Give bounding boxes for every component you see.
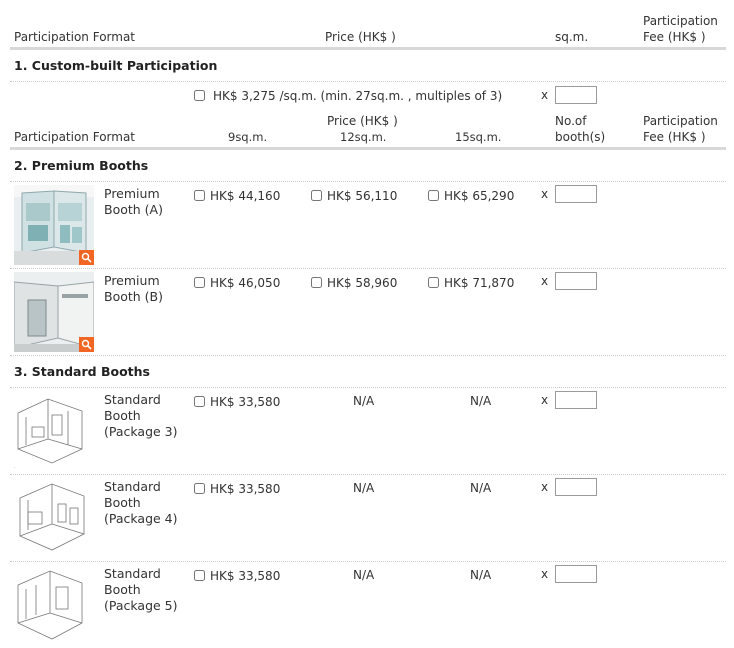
standard-4-12sqm-na: N/A [353, 481, 375, 495]
header-divider-2 [10, 147, 726, 150]
booth-sketch-icon [12, 391, 92, 471]
col-header-price: Price (HK$ ) [327, 114, 398, 128]
col-header-booths-line1: No.of [555, 114, 587, 128]
premium-a-qty-input[interactable] [555, 185, 597, 203]
standard-4-15sqm-na: N/A [470, 481, 492, 495]
standard-package-5-name-line1: Standard [104, 566, 161, 581]
standard-package-3-name-line1: Standard [104, 392, 161, 407]
premium-b-9sqm-checkbox[interactable] [194, 277, 205, 288]
standard-package-5-name-line2: Booth [104, 582, 141, 597]
col-header-fee-line1: Participation [643, 114, 718, 128]
col-header-size-12: 12sq.m. [340, 130, 387, 144]
standard-4-9sqm-checkbox[interactable] [194, 483, 205, 494]
col-header-price: Price (HK$ ) [325, 30, 396, 44]
standard-package-4-image[interactable] [12, 478, 92, 558]
premium-b-12sqm-checkbox[interactable] [311, 277, 322, 288]
premium-a-9sqm-checkbox[interactable] [194, 190, 205, 201]
divider [10, 474, 726, 475]
svg-text:·: · [14, 465, 16, 470]
premium-booth-b-name-line1: Premium [104, 273, 160, 288]
premium-a-15sqm-checkbox[interactable] [428, 190, 439, 201]
standard-4-qty-input[interactable] [555, 478, 597, 496]
magnifier-icon [81, 339, 92, 350]
premium-a-12sqm-price: HK$ 56,110 [327, 189, 398, 203]
standard-package-4-name-line3: (Package 4) [104, 511, 178, 526]
standard-5-9sqm-price: HK$ 33,580 [210, 569, 281, 583]
section-title-standard: 3. Standard Booths [14, 364, 150, 379]
premium-b-15sqm-price: HK$ 71,870 [444, 276, 515, 290]
standard-3-qty-input[interactable] [555, 391, 597, 409]
booth-sketch-icon [12, 478, 92, 558]
standard-3-15sqm-na: N/A [470, 394, 492, 408]
standard-5-qty-input[interactable] [555, 565, 597, 583]
premium-b-9sqm-price: HK$ 46,050 [210, 276, 281, 290]
col-header-fee-line2: Fee (HK$ ) [643, 130, 706, 144]
standard-package-5-name-line3: (Package 5) [104, 598, 178, 613]
premium-booth-a-name-line2: Booth (A) [104, 202, 163, 217]
standard-package-5-image[interactable] [12, 565, 92, 645]
standard-4-9sqm-price: HK$ 33,580 [210, 482, 281, 496]
booth-sketch-icon [12, 565, 92, 645]
divider [10, 268, 726, 269]
multiply-sign: x [541, 187, 549, 201]
multiply-sign: x [541, 567, 549, 581]
col-header-format: Participation Format [14, 130, 136, 144]
premium-booth-b-image[interactable] [14, 272, 94, 352]
multiply-sign: x [541, 393, 549, 407]
premium-booth-a-name-line1: Premium [104, 186, 160, 201]
header-divider-1 [10, 47, 726, 50]
col-header-format: Participation Format [14, 30, 136, 44]
zoom-badge[interactable] [79, 337, 94, 352]
custom-sqm-input[interactable] [555, 86, 597, 104]
standard-package-4-name-line1: Standard [104, 479, 161, 494]
premium-a-9sqm-price: HK$ 44,160 [210, 189, 281, 203]
col-header-sqm: sq.m. [555, 30, 589, 44]
custom-price-text: HK$ 3,275 /sq.m. (min. 27sq.m. , multiples of 3) [213, 89, 503, 103]
standard-package-3-image[interactable] [12, 391, 92, 471]
divider [10, 355, 726, 356]
section-title-premium: 2. Premium Booths [14, 158, 149, 173]
divider [10, 561, 726, 562]
premium-booth-a-image[interactable] [14, 185, 94, 265]
premium-b-qty-input[interactable] [555, 272, 597, 290]
premium-a-15sqm-price: HK$ 65,290 [444, 189, 515, 203]
standard-package-3-name-line2: Booth [104, 408, 141, 423]
custom-price-checkbox[interactable] [194, 90, 205, 101]
divider [10, 387, 726, 388]
divider [10, 81, 726, 82]
premium-b-12sqm-price: HK$ 58,960 [327, 276, 398, 290]
multiply-sign: x [541, 274, 549, 288]
standard-3-12sqm-na: N/A [353, 394, 375, 408]
zoom-badge[interactable] [79, 250, 94, 265]
multiply-sign: x [541, 88, 549, 102]
col-header-size-15: 15sq.m. [455, 130, 502, 144]
standard-3-9sqm-price: HK$ 33,580 [210, 395, 281, 409]
divider [10, 181, 726, 182]
multiply-sign: x [541, 480, 549, 494]
standard-5-15sqm-na: N/A [470, 568, 492, 582]
magnifier-icon [81, 252, 92, 263]
premium-a-12sqm-checkbox[interactable] [311, 190, 322, 201]
standard-3-9sqm-checkbox[interactable] [194, 396, 205, 407]
standard-5-9sqm-checkbox[interactable] [194, 570, 205, 581]
col-header-size-9: 9sq.m. [228, 130, 268, 144]
col-header-booths-line2: booth(s) [555, 130, 606, 144]
col-header-fee-line2: Fee (HK$ ) [643, 30, 706, 44]
section-title-custom: 1. Custom-built Participation [14, 58, 218, 73]
standard-package-4-name-line2: Booth [104, 495, 141, 510]
col-header-fee-line1: Participation [643, 14, 718, 28]
premium-b-15sqm-checkbox[interactable] [428, 277, 439, 288]
standard-package-3-name-line3: (Package 3) [104, 424, 178, 439]
premium-booth-b-name-line2: Booth (B) [104, 289, 163, 304]
standard-5-12sqm-na: N/A [353, 568, 375, 582]
